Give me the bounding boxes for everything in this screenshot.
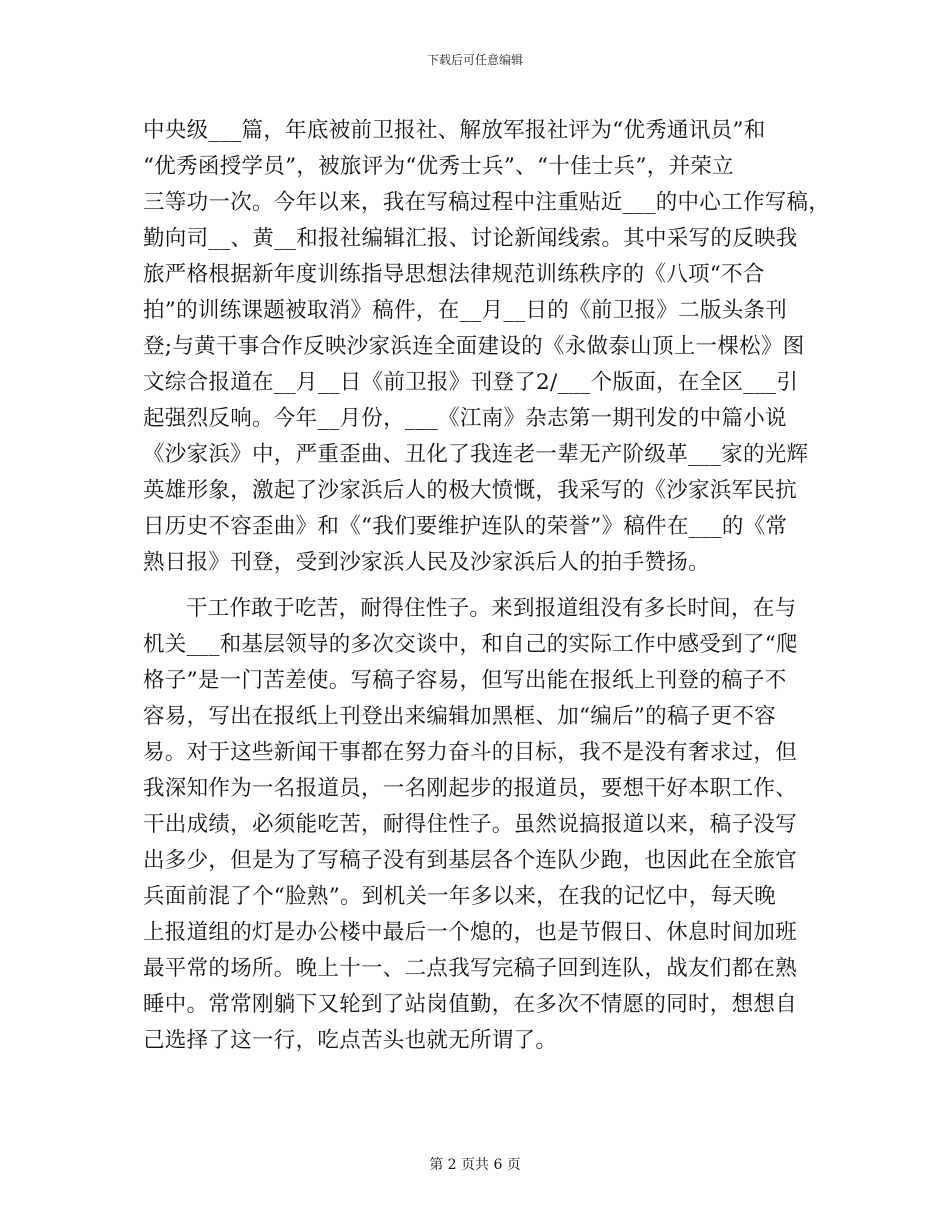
text-line: 我深知作为一名报道员，一名刚起步的报道员，要想干好本职工作、 (143, 776, 798, 801)
paragraph-first-line: 干工作敢于吃苦，耐得住性子。来到报道组没有多长时间，在与 (186, 596, 797, 621)
text-line: 勤向司__、黄__和报社编辑汇报、讨论新闻线索。其中采写的反映我 (143, 226, 798, 251)
text-line: 格子”是一门苦差使。写稿子容易，但写出能在报纸上刊登的稿子不 (143, 668, 787, 693)
text-line: 干出成绩，必须能吃苦，耐得住性子。虽然说搞报道以来，稿子没写 (143, 812, 798, 837)
text-line: 旅严格根据新年度训练指导思想法律规范训练秩序的《八项“不合 (143, 262, 765, 287)
text-line: 己选择了这一行，吃点苦头也就无所谓了。 (143, 1028, 558, 1053)
text-line: 睡中。常常刚躺下又轮到了站岗值勤，在多次不情愿的同时，想想自 (143, 992, 798, 1017)
text-line: 中央级___篇，年底被前卫报社、解放军报社评为“优秀通讯员”和 (143, 118, 766, 143)
text-line: 上报道组的灯是办公楼中最后一个熄的，也是节假日、休息时间加班 (143, 920, 798, 945)
text-line: 熟日报》刊登，受到沙家浜人民及沙家浜后人的拍手赞扬。 (143, 550, 710, 575)
text-line: 文综合报道在__月__日《前卫报》刊登了2/___个版面，在全区___引 (143, 370, 799, 395)
page-header: 下载后可任意编辑 (426, 53, 523, 67)
text-line: 机关___和基层领导的多次交谈中，和自己的实际工作中感受到了“爬 (143, 632, 798, 657)
text-line: 易。对于这些新闻干事都在努力奋斗的目标，我不是没有奢求过，但 (143, 740, 798, 765)
text-line: 最平常的场所。晚上十一、二点我写完稿子回到连队，战友们都在熟 (143, 956, 798, 981)
text-line: 起强烈反响。今年__月份，___《江南》杂志第一期刊发的中篇小说 (143, 406, 787, 431)
text-line: 登;与黄干事合作反映沙家浜连全面建设的《永做泰山顶上一棵松》图 (143, 334, 805, 359)
text-line: 英雄形象，激起了沙家浜后人的极大愤慨，我采写的《沙家浜军民抗 (143, 478, 798, 503)
text-line: 出多少，但是为了写稿子没有到基层各个连队少跑，也因此在全旅官 (143, 848, 798, 873)
text-line: “优秀函授学员”，被旅评为“优秀士兵”、“十佳士兵”，并荣立 (143, 154, 734, 179)
page-number-footer: 第 2 页共 6 页 (429, 1157, 521, 1173)
text-line: 《沙家浜》中，严重歪曲、丑化了我连老一辈无产阶级革___家的光辉 (143, 442, 809, 467)
text-line: 兵面前混了个“脸熟”。到机关一年多以来，在我的记忆中，每天晚 (143, 884, 776, 909)
text-line: 日历史不容歪曲》和《“我们要维护连队的荣誉”》稿件在___的《常 (143, 514, 788, 539)
text-line: 容易，写出在报纸上刊登出来编辑加黑框、加“编后”的稿子更不容 (143, 704, 776, 729)
text-line: 三等功一次。今年以来，我在写稿过程中注重贴近___的中心工作写稿， (143, 190, 831, 215)
document-body (143, 113, 831, 1059)
text-line: 拍”的训练课题被取消》稿件，在__月__日的《前卫报》二版头条刊 (143, 298, 788, 323)
